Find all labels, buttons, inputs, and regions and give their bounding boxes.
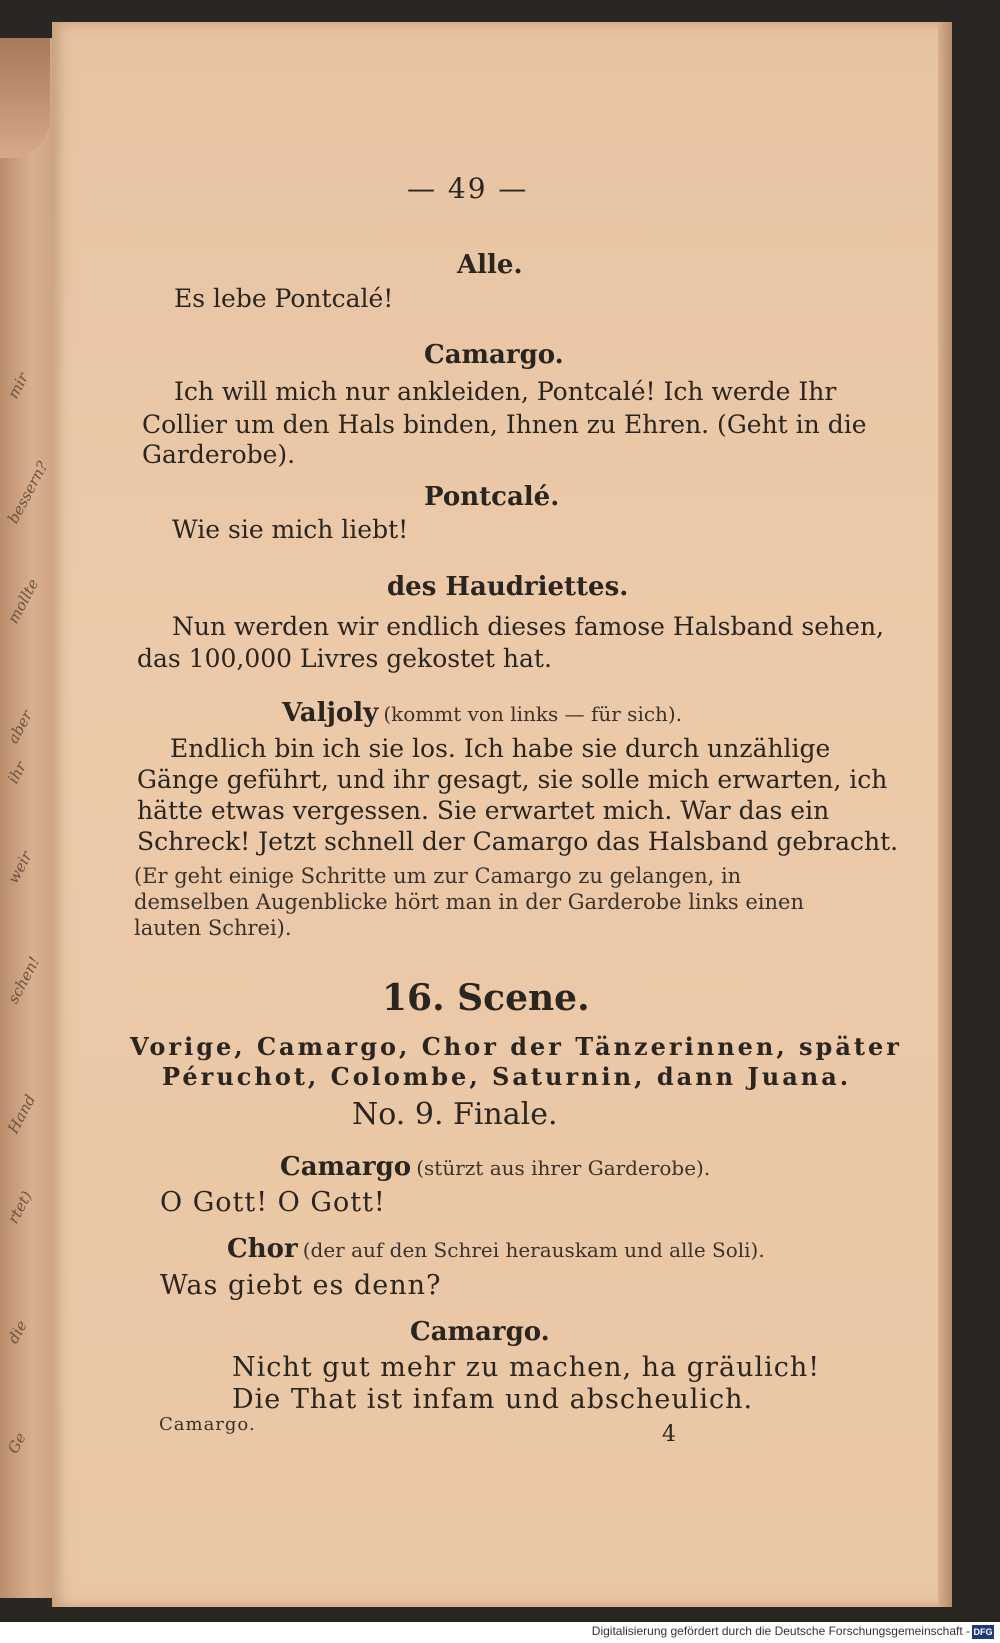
stage-direction: (stürzt aus ihrer Garderobe). xyxy=(416,1156,711,1180)
speaker-name: Camargo. xyxy=(424,340,564,370)
speaker-name: des Haudriettes. xyxy=(387,572,629,602)
page-curl xyxy=(0,38,50,158)
dfg-logo: DFG xyxy=(973,1627,993,1637)
scene-cast-line: Vorige, Camargo, Chor der Tänzerinnen, später xyxy=(130,1032,902,1061)
book-page xyxy=(52,22,952,1607)
dialogue-line: Collier um den Hals binden, Ihnen zu Ehren. (Geht in die xyxy=(142,410,867,439)
left-page-fragment: Hand xyxy=(4,1091,40,1137)
left-page-fragment: mollte xyxy=(4,575,43,627)
stage-direction: (Er geht einige Schritte um zur Camargo zu gelangen, in xyxy=(134,864,742,888)
speaker-name: Alle. xyxy=(457,250,523,280)
speaker-name: Valjoly xyxy=(282,698,379,728)
dialogue-line: hätte etwas vergessen. Sie erwartet mich. War das ein xyxy=(137,796,830,825)
dialogue-line: Garderobe). xyxy=(142,440,296,469)
dialogue-line: das 100,000 Livres gekostet hat. xyxy=(137,644,552,673)
left-page-edge xyxy=(0,38,60,1598)
dialogue-line: Gänge geführt, und ihr gesagt, sie solle mich erwarten, ich xyxy=(137,765,888,794)
verse-line: Was giebt es denn? xyxy=(160,1270,442,1301)
left-page-fragment: schen! xyxy=(4,953,44,1007)
speaker-name: Camargo. xyxy=(410,1317,550,1347)
dialogue-line: Nun werden wir endlich dieses famose Halsband sehen, xyxy=(172,612,884,641)
footer-credit: Digitalisierung gefördert durch die Deutsche Forschungsgemeinschaft - xyxy=(591,1624,970,1638)
speaker-with-direction xyxy=(282,698,682,728)
speaker-with-direction xyxy=(280,1152,710,1182)
speaker-with-direction xyxy=(227,1234,765,1264)
left-page-fragment: mir xyxy=(4,369,33,402)
dialogue-line: Ich will mich nur ankleiden, Pontcalé! Ich werde Ihr xyxy=(174,377,837,406)
left-page-fragment: bessern? xyxy=(4,458,52,527)
dialogue-line: Schreck! Jetzt schnell der Camargo das Halsband gebracht. xyxy=(137,827,899,856)
left-page-fragment: die xyxy=(4,1317,31,1347)
scene-cast-line: Péruchot, Colombe, Saturnin, dann Juana. xyxy=(162,1062,852,1091)
verse-line: Nicht gut mehr zu machen, ha gräulich! xyxy=(232,1352,821,1383)
stage-direction: demselben Augenblicke hört man in der Garderobe links einen xyxy=(134,890,804,914)
left-page-fragment: Ge xyxy=(4,1429,30,1457)
page-right-edge xyxy=(938,22,952,1607)
verse-line: O Gott! O Gott! xyxy=(160,1187,386,1218)
dialogue-line: Es lebe Pontcalé! xyxy=(174,284,394,313)
left-page-fragment: rtet) xyxy=(4,1188,36,1227)
stage-direction: (der auf den Schrei herauskam und alle Soli). xyxy=(302,1238,765,1262)
sheet-number: 4 xyxy=(662,1422,676,1447)
dialogue-line: Endlich bin ich sie los. Ich habe sie durch unzählige xyxy=(170,734,831,763)
speaker-name: Chor xyxy=(227,1234,298,1264)
scene-title: 16. Scene. xyxy=(382,977,590,1019)
stage-direction: lauten Schrei). xyxy=(134,916,292,940)
verse-line: Die That ist infam und abscheulich. xyxy=(232,1384,754,1415)
left-page-fragment: ihr xyxy=(4,758,31,787)
speaker-name: Camargo xyxy=(280,1152,412,1182)
signature-mark: Camargo. xyxy=(159,1414,256,1435)
page-folio: — 49 — xyxy=(407,172,529,205)
musical-number-title: No. 9. Finale. xyxy=(352,1097,558,1132)
speaker-name: Pontcalé. xyxy=(424,482,560,512)
stage-direction: (kommt von links — für sich). xyxy=(383,702,683,726)
dialogue-line: Wie sie mich liebt! xyxy=(172,515,409,544)
left-page-fragment: aber xyxy=(4,707,37,747)
left-page-fragment: weir xyxy=(4,848,36,887)
